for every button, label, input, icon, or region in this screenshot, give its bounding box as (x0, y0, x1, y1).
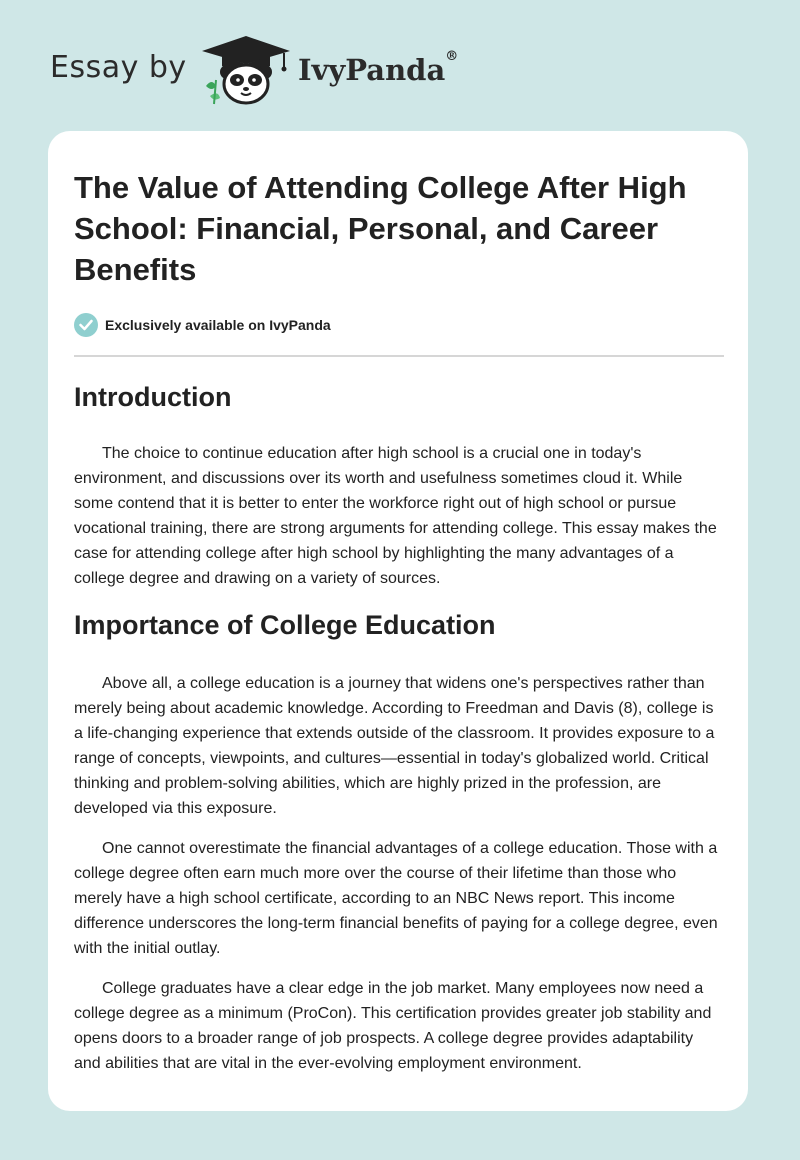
paragraph: Above all, a college education is a journey that widens one's perspectives rather than merely being about academic knowledge. According to Freedman and Davis (8), college is a life-changing experience that extends outside of the classroom. It provides exposure to a range of concepts, viewpoints, and cultures—essential in today's globalized world. Critical thinking and problem-solving abilities, which are highly prized in the profession, are developed via this exposure. (74, 675, 715, 817)
exclusive-badge (74, 312, 724, 338)
divider (74, 355, 724, 357)
registered-mark: ® (445, 49, 459, 64)
badge-label: Exclusively available on IvyPanda (105, 317, 331, 333)
page-title: The Value of Attending College After High School: Financial, Personal, and Career Benefits (74, 170, 687, 287)
section-heading-importance: Importance of College Education (74, 610, 496, 640)
brand-label: IvyPanda (298, 53, 446, 87)
paragraph: One cannot overestimate the financial advantages of a college education. Those with a college degree often earn much more over the course of their lifetime than those who merely have a high school certificate, according to an NBC News report. This income difference underscores the long-term financial benefits of paying for a college degree, even with the initial outlay. (74, 840, 718, 957)
paragraph: College graduates have a clear edge in the job market. Many employees now need a college degree as a minimum (ProCon). This certification provides greater job stability and opens doors to a broader range of job prospects. A college degree provides adaptability and abilities that are vital in the ever-evolving employment environment. (74, 980, 712, 1072)
essay-content (74, 167, 724, 1076)
paragraph: The choice to continue education after high school is a crucial one in today's environment, and discussions over its worth and usefulness sometimes cloud it. While some contend that it is better to enter the workforce right out of high school or pursue vocational training, there are strong arguments for attending college. This essay makes the case for attending college after high school by highlighting the many advantages of a college degree and drawing on a variety of sources. (74, 445, 717, 587)
check-icon (74, 313, 98, 337)
essay-card (48, 131, 748, 1111)
essay-by-label: Essay by (50, 50, 187, 85)
site-header (0, 0, 800, 130)
panda-graduate-logo-icon[interactable] (200, 34, 292, 108)
brand-name[interactable] (298, 49, 459, 87)
section-heading-introduction: Introduction (74, 382, 232, 412)
